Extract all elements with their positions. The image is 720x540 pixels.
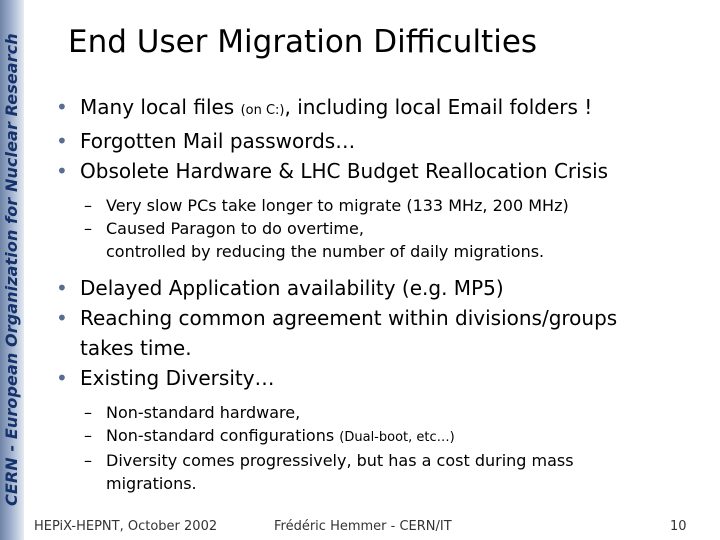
subbullet-text: Caused Paragon to do overtime, — [106, 219, 364, 238]
subbullet-diversity-cost — [56, 449, 686, 495]
bullet-dot: • — [56, 276, 68, 300]
bullet-dot: • — [56, 95, 68, 119]
subbullet-text: migrations. — [106, 474, 197, 493]
subbullet-dash: – — [84, 426, 92, 445]
subbullet-paragon — [56, 217, 686, 263]
subbullet-text: Diversity comes progressively, but has a cost during mass — [106, 451, 574, 470]
bullet-text: Many local files — [80, 95, 241, 119]
bullet-passwords — [56, 126, 686, 156]
subbullet-nonstandard-hardware — [56, 401, 686, 424]
subbullet-dash: – — [84, 403, 92, 422]
bullet-dot: • — [56, 129, 68, 153]
bullet-text: takes time. — [80, 336, 192, 360]
footer-page-number: 10 — [670, 519, 687, 534]
subbullet-text: Very slow PCs take longer to migrate (133 MHz, 200 MHz) — [106, 196, 569, 215]
subbullet-text: Non-standard configurations — [106, 426, 340, 445]
slide-content — [56, 92, 686, 495]
bullet-text: Delayed Application availability (e.g. MP5) — [80, 276, 504, 300]
bullet-text: Existing Diversity… — [80, 366, 275, 390]
bullet-dot: • — [56, 366, 68, 390]
subbullet-dash: – — [84, 451, 92, 470]
bullet-small-text: (on C:) — [240, 103, 285, 118]
bullet-existing-diversity — [56, 363, 686, 393]
bullet-local-files — [56, 92, 686, 126]
bullet-dot: • — [56, 159, 68, 183]
footer-author: Frédéric Hemmer - CERN/IT — [274, 519, 452, 534]
subbullet-slow-pcs — [56, 194, 686, 217]
subbullet-text: controlled by reducing the number of daily migrations. — [106, 242, 545, 261]
subbullet-text: Non-standard hardware, — [106, 403, 301, 422]
slide-title: End User Migration Difficulties — [68, 24, 538, 60]
bullet-text: Forgotten Mail passwords… — [80, 129, 356, 153]
subbullet-dash: – — [84, 219, 92, 238]
bullet-text: , including local Email folders ! — [284, 95, 593, 119]
bullet-delayed-application — [56, 273, 686, 303]
bullet-dot: • — [56, 306, 68, 330]
sidebar-organization-text: CERN - European Organization for Nuclear Research — [2, 33, 21, 507]
footer-event: HEPiX-HEPNT, October 2002 — [34, 519, 218, 534]
bullet-common-agreement — [56, 303, 686, 363]
subbullet-nonstandard-configurations — [56, 424, 686, 449]
subbullet-dash: – — [84, 196, 92, 215]
bullet-text: Obsolete Hardware & LHC Budget Reallocation Crisis — [80, 159, 609, 183]
subbullet-small-text: (Dual-boot, etc…) — [339, 430, 455, 445]
bullet-text: Reaching common agreement within divisions/groups — [80, 306, 618, 330]
bullet-obsolete-hardware — [56, 156, 686, 186]
